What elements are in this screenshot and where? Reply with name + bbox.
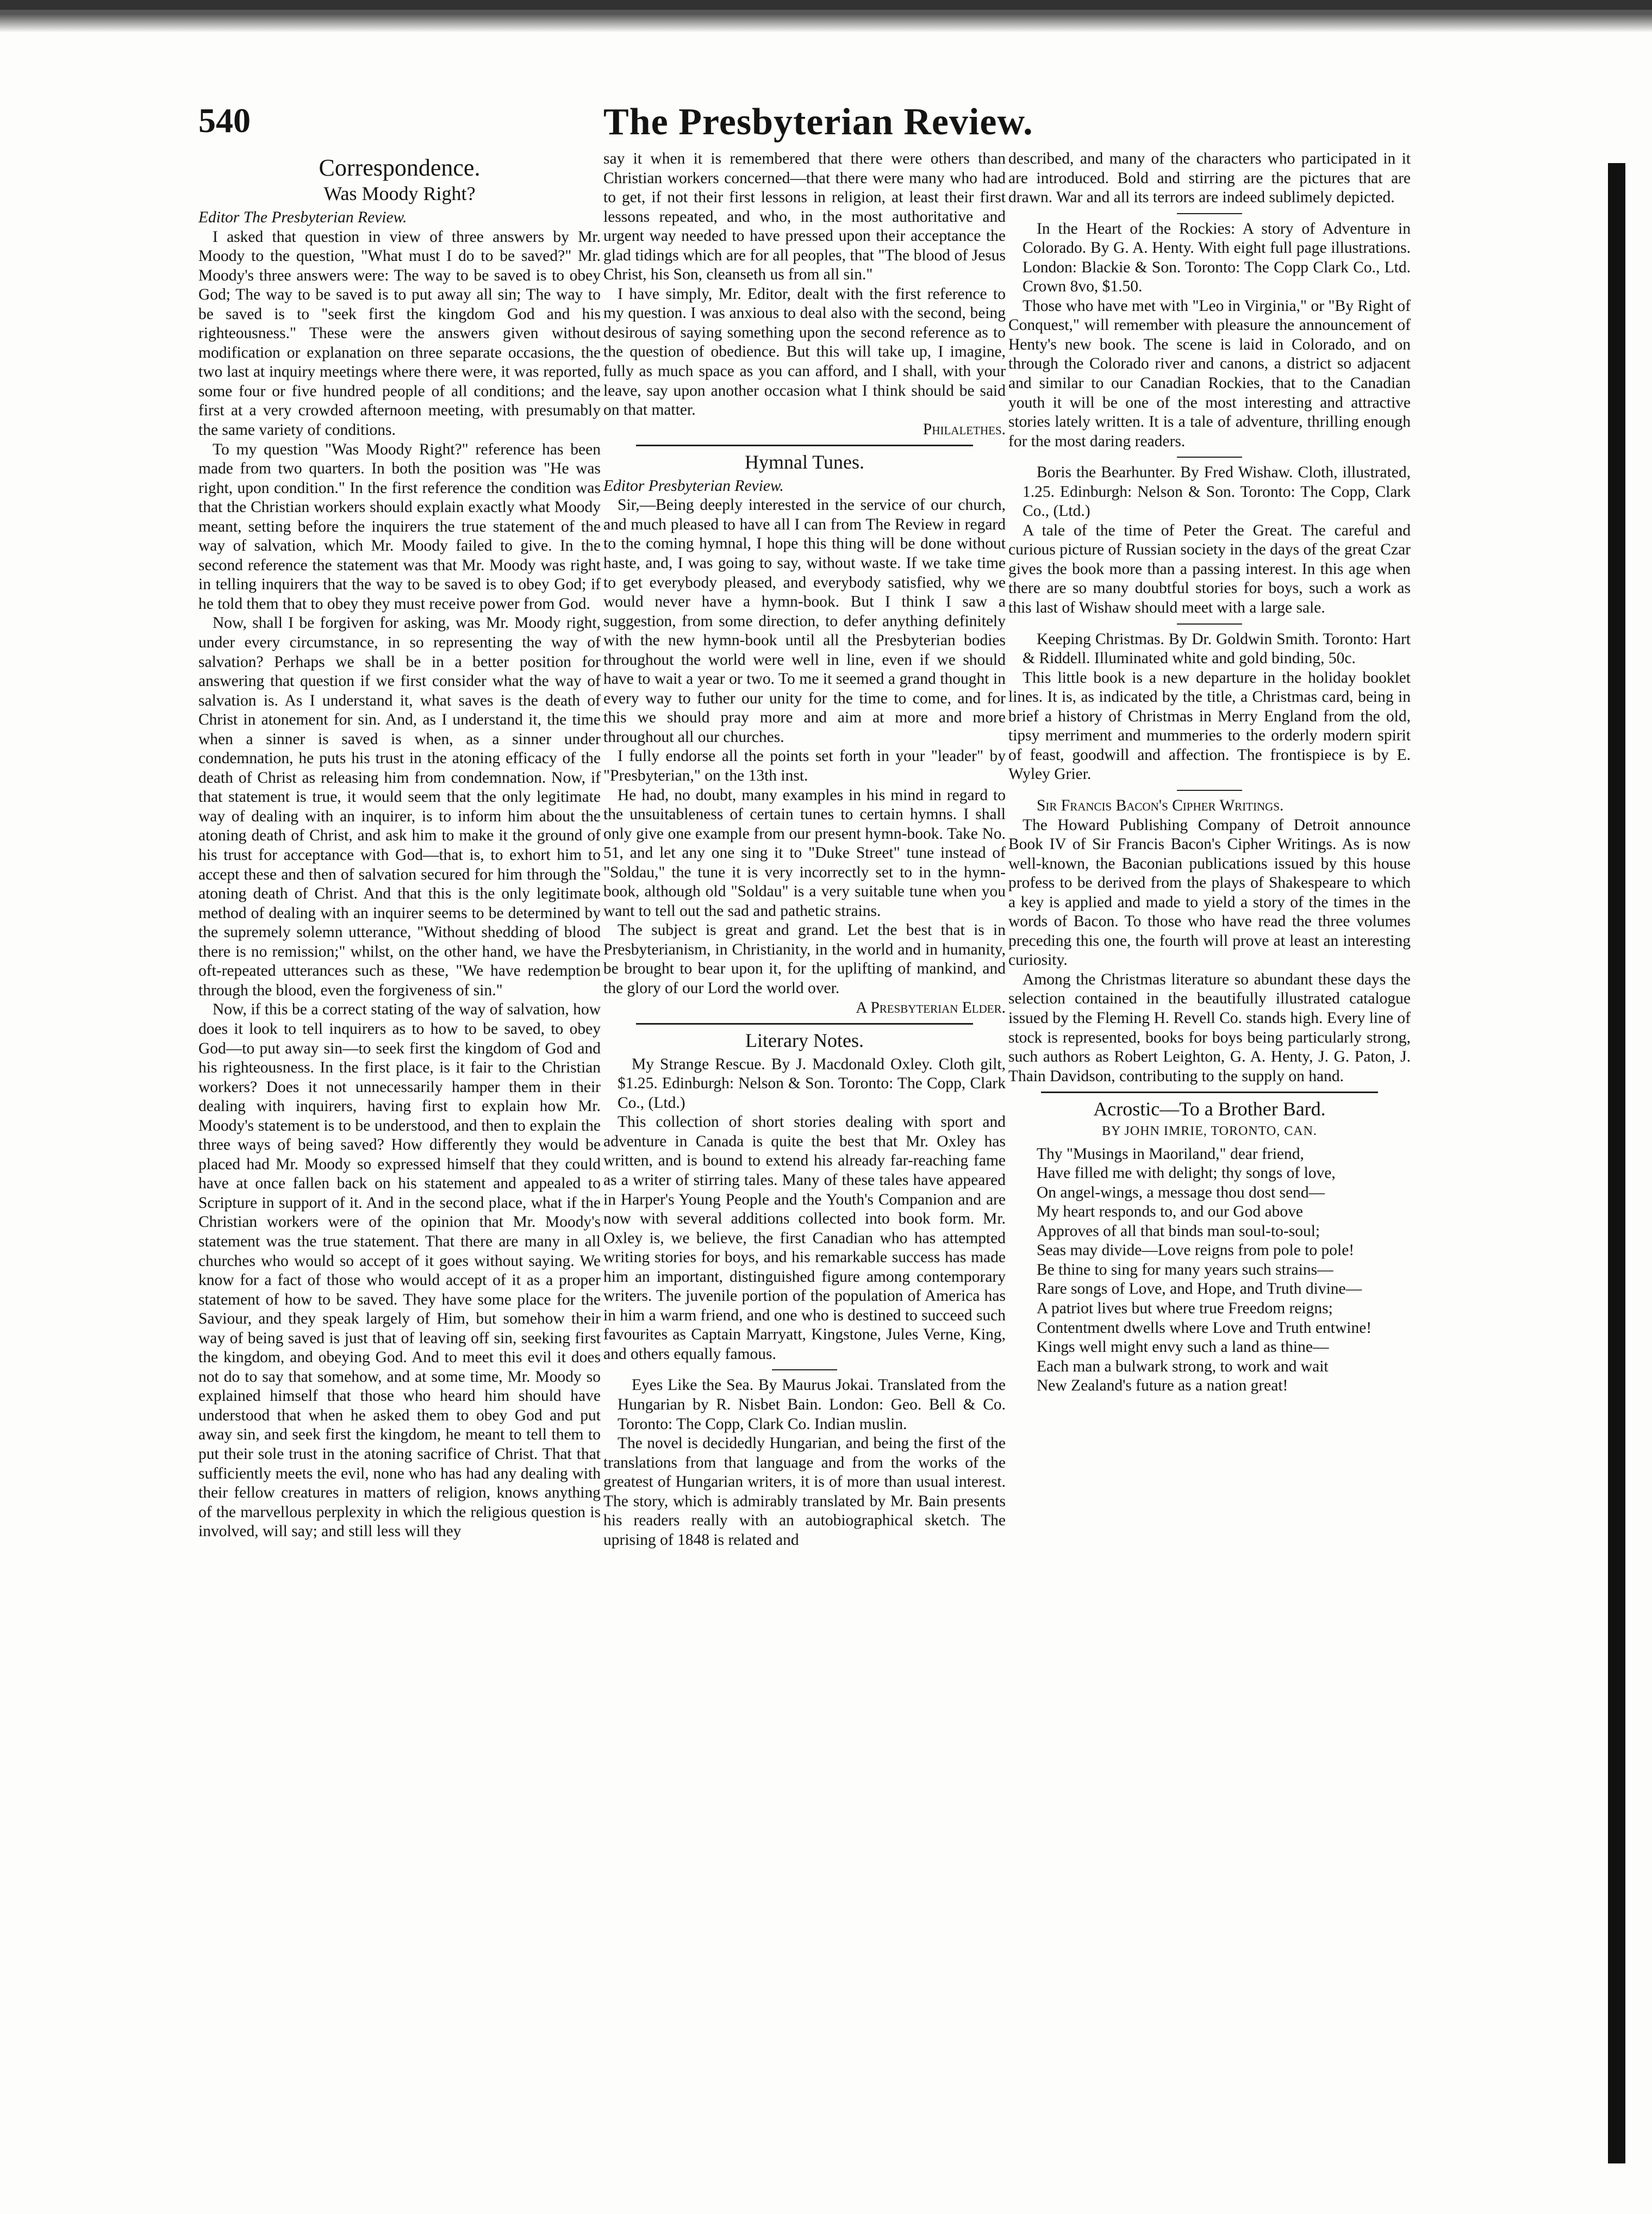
page-header: [185, 95, 1435, 149]
divider: [1177, 213, 1242, 214]
book-entry: In the Heart of the Rockies: A story of Adventure in Colorado. By G. A. Henty. With eight full page illustrations. London: Blackie & Son. Toronto: The Copp Clark Co., Ltd. Crown 8vo, $1.50.: [1023, 220, 1411, 296]
paragraph: Among the Christmas literature so abundant these days the selection contained in the beautifully illustrated catalogue issued by the Fleming H. Revell Co. stands high. Every line of stock is represented, books for boys being particularly strong, such authors as Robert Leighton, G. A. Henty, J. G. Paton, J. Thain Davidson, contributing to the supply on hand.: [1008, 970, 1411, 1085]
scan-edge-right: [1608, 163, 1625, 2163]
poem-line: Approves of all that binds man soul-to-soul;: [1037, 1222, 1320, 1240]
poem-line: Each man a bulwark strong, to work and wait: [1037, 1357, 1329, 1375]
editor-line: Editor Presbyterian Review.: [603, 477, 784, 495]
paragraph: I fully endorse all the points set forth in your "leader" by "Presbyterian," on the 13th inst.: [603, 747, 1006, 784]
poem: [1008, 1145, 1411, 1396]
column-1: [198, 149, 601, 1542]
poem-byline: BY JOHN IMRIE, TORONTO, CAN.: [1102, 1124, 1317, 1138]
poem-line: Kings well might envy such a land as thine—: [1037, 1338, 1329, 1356]
divider: [772, 1369, 837, 1370]
page-number: 540: [198, 101, 251, 140]
signature-philalethes: Philalethes.: [922, 420, 1006, 438]
article-title-moody: Was Moody Right?: [323, 183, 476, 205]
section-divider: [636, 1023, 973, 1025]
paragraph: This collection of short stories dealing with sport and adventure in Canada is quite the best that Mr. Oxley has written, and is bound to extend his already far-reaching fame as a writer of stirring tales. Many of these tales have appeared in Harper's Young People and the Youth's Companion and are now with several additions collected into book form. Mr. Oxley is, we believe, the first Canadian who has attempted writing stories for boys, and his remarkable success has made him an important, distinguished figure among contemporary writers. The juvenile portion of the population of America has in him a warm friend, and one who is destined to succeed such favourites as Captain Marryatt, Kingstone, Jules Verne, King, and others equally famous.: [603, 1113, 1006, 1363]
divider: [1177, 623, 1242, 625]
paragraph: The Howard Publishing Company of Detroit announce Book IV of Sir Francis Bacon's Cipher Writings. As is now well-known, the Baconian publications issued by this house profess to be derived from the plays of Shakespeare to which a key is applied and made to yield a story of the times in the words of Bacon. To those who have read the three volumes preceding this one, the fourth will prove at least an interesting curiosity.: [1008, 816, 1411, 969]
poem-line: Rare songs of Love, and Hope, and Truth divine—: [1037, 1280, 1362, 1298]
section-divider: [636, 445, 973, 446]
paragraph: I have simply, Mr. Editor, dealt with the first reference to my question. I was anxious to deal also with the second, being desirous of saying something upon the second reference as to the question of obedience. But this will take up, I imagine, fully as much space as you can afford, and I shall, with your leave, say upon another occasion what I think should be said on that matter.: [603, 285, 1006, 419]
paragraph: The novel is decidedly Hungarian, and being the first of the translations from that language and from the works of the greatest of Hungarian writers, it is of more than usual interest. The story, which is admirably translated by Mr. Bain presents his readers really with an autobiographical sketch. The uprising of 1848 is related and: [603, 1435, 1006, 1549]
paragraph: A tale of the time of Peter the Great. The careful and curious picture of Russian society in the days of the great Czar gives the book more than a passing interest. In this age when there are so many doubtful stories for boys, such a work as this last of Wishaw should meet with a large sale.: [1008, 521, 1411, 617]
poem-line: Be thine to sing for many years such strains—: [1037, 1261, 1333, 1278]
book-entry: My Strange Rescue. By J. Macdonald Oxley. Cloth gilt, $1.25. Edinburgh: Nelson & Son. Toronto: The Copp, Clark Co., (Ltd.): [618, 1055, 1006, 1112]
poem-line: Seas may divide—Love reigns from pole to pole!: [1037, 1242, 1355, 1259]
signature-elder: A Presbyterian Elder.: [856, 999, 1006, 1016]
section-divider: [1041, 1092, 1378, 1093]
book-entry: Keeping Christmas. By Dr. Goldwin Smith. Toronto: Hart & Riddell. Illuminated white and gold binding, 50c.: [1023, 630, 1411, 668]
poem-title: Acrostic—To a Brother Bard.: [1093, 1098, 1326, 1120]
scan-edge-top: [0, 0, 1652, 43]
hymnal-tunes-heading: Hymnal Tunes.: [744, 451, 865, 473]
book-entry: Eyes Like the Sea. By Maurus Jokai. Translated from the Hungarian by R. Nisbet Bain. London: Geo. Bell & Co. Toronto: The Copp, Clark Co. Indian muslin.: [618, 1376, 1006, 1433]
paragraph: This little book is a new departure in the holiday booklet lines. It is, as indicated by the title, a Christmas card, being in brief a history of Christmas in Merry England from the old, tipsy merriment and mummeries to the orderly modern spirit of feast, goodwill and affection. The frontispiece is by E. Wyley Grier.: [1008, 669, 1411, 783]
paragraph: The subject is great and grand. Let the best that is in Presbyterianism, in Christianity, in the world and in humanity, be brought to bear upon it, for the uplifting of mankind, and the glory of our Lord the world over.: [603, 921, 1006, 997]
poem-line: New Zealand's future as a nation great!: [1037, 1377, 1288, 1395]
paragraph: described, and many of the characters who participated in it are introduced. Bold and stirring are the pictures that are drawn. War and all its terrors are indeed sublimely depicted.: [1008, 150, 1411, 207]
paragraph: Those who have met with "Leo in Virginia," or "By Right of Conquest," will remember with pleasure the announcement of Henty's new book. The scene is laid in Colorado, and on through the Colorado river and canons, a district so adjacent and similar to our Canadian Rockies, that to the Canadian youth it will be one of the most interesting and attractive stories lately written. It is a tale of adventure, thrilling enough for the most daring readers.: [1008, 297, 1411, 450]
editor-line: Editor The Presbyterian Review.: [198, 208, 407, 226]
poem-line: Have filled me with delight; thy songs of love,: [1037, 1164, 1336, 1182]
divider: [1177, 790, 1242, 791]
poem-line: Thy "Musings in Maoriland," dear friend,: [1037, 1145, 1304, 1163]
book-entry: Sir Francis Bacon's Cipher Writings.: [1037, 796, 1284, 814]
paragraph: say it when it is remembered that there were others than Christian workers concerned—that there were many who had to get, if not their first lessons in religion, at least their first lessons repeated, and who, in the most authoritative and urgent way needed to have pressed upon their acceptance the glad tidings which are for all peoples, that "The blood of Jesus Christ, his Son, cleanseth us from all sin.": [603, 150, 1006, 284]
book-entry: Boris the Bearhunter. By Fred Wishaw. Cloth, illustrated, 1.25. Edinburgh: Nelson & Son. Toronto: The Copp, Clark Co., (Ltd.): [1023, 464, 1411, 520]
poem-line: On angel-wings, a message thou dost send—: [1037, 1183, 1325, 1201]
paragraph: I asked that question in view of three answers by Mr. Moody to the question, "What must I do to be saved?" Mr. Moody's three answers were: The way to be saved is to obey God; The way to be saved is to put away all sin; The way to be saved is to "seek first the kingdom God and his righteousness." These were the answers given without modification or explanation on three separate occasions, the two last at inquiry meetings where there were, it was reported, some four or five hundred people of all conditions; and the first at a very crowded afternoon meeting, with presumably the same variety of conditions.: [198, 228, 601, 439]
poem-line: My heart responds to, and our God above: [1037, 1203, 1303, 1221]
literary-notes-heading: Literary Notes.: [745, 1030, 864, 1052]
correspondence-heading: Correspondence.: [319, 154, 481, 181]
poem-line: Contentment dwells where Love and Truth entwine!: [1037, 1319, 1372, 1337]
paragraph: He had, no doubt, many examples in his mind in regard to the unsuitableness of certain tunes to certain hymns. I shall only give one example from our present hymn-book. Take No. 51, and let any one sing it to "Duke Street" tune instead of "Soldau," the tune it is very incorrectly set to in the hymn-book, although old "Soldau" is a very suitable tune when you want to tell out the sad and pathetic strains.: [603, 786, 1006, 920]
paragraph: Now, if this be a correct stating of the way of salvation, how does it look to tell inquirers as to how to be saved, to obey God—to put away sin—to seek first the kingdom of God and his righteousness. In the first place, is it fair to the Christian workers? Does it not unnecessarily hamper them in their dealing with inquirers, having first to explain how Mr. Moody's statement is to be understood, and then to explain the three ways of being saved? How differently they would be placed had Mr. Moody so expressed himself that they could have at once fallen back on his statement and appealed to Scripture in support of it. And in the second place, what if the Christian workers were of the opinion that Mr. Moody's statement was the true statement. That there are many in all churches who would so accept of it goes without saying. We know for a fact of those who would accept of it as a proper statement of how to be saved. They have some place for the Saviour, and they speak largely of Him, but somehow their way of being saved is just that of leaving off sin, seeking first the kingdom, and obeying God. And to meet this evil it does not do to say that somehow, and at some time, Mr. Moody so explained himself that those who heard him should have understood that when he asked them to obey God and put away sin, and seek first the kingdom, he meant to tell them to put their sole trust in the atoning sacrifice of Christ. That that sufficiently meets the evil, none who has had any dealing with their fellow creatures in matters of religion, knows anything of the marvellous perplexity in which the religious question is involved, will say; and still less will they: [198, 1001, 601, 1541]
paragraph: Now, shall I be forgiven for asking, was Mr. Moody right, under every circumstance, in so representing the way of salvation? Perhaps we shall be in a better position for answering that question if we first consider what the way of salvation is. As I understand it, what saves is the death of Christ in atonement for sin. And, as I understand it, the time when a sinner is saved is when, as a sinner under condemnation, he puts his trust in the atoning efficacy of the death of Christ as releasing him from condemnation. Now, if that statement is true, it would seem that the only legitimate way of dealing with an inquirer, is to inform him about the atoning death of Christ, and ask him to make it the ground of his trust for acceptance with God—that is, to exhort him to accept these and then of salvation secured for him through the atoning death of Christ. And that this is the only legitimate method of dealing with an inquirer seems to be determined by the supremely solemn utterance, "Without shedding of blood there is no remission;" whilst, on the other hand, we have the oft-repeated utterances such as these, "We have redemption through the blood, even the forgiveness of sin.": [198, 614, 601, 999]
column-3: [1008, 149, 1411, 1396]
paragraph: Sir,—Being deeply interested in the service of our church, and much pleased to have all I can from The Review in regard to the coming hymnal, I hope this thing will be done without haste, and, I was going to say, without waste. If we take time to get everybody pleased, and everybody satisfied, why we would never have a hymn-book. But I think I saw a suggestion, from some direction, to defer anything definitely with the new hymn-book until all the Presbyterian bodies throughout the world were well in line, even if we should have to wait a year or two. To me it seemed a grand thought in every way to futher our unity for the time to come, and for this we should pray more and aim at more and more throughout all our churches.: [603, 496, 1006, 746]
paragraph: To my question "Was Moody Right?" reference has been made from two quarters. In both the position was "He was right, upon condition." In the first reference the condition was that the Christian workers should explain exactly what Moody meant, setting before the inquirers the true statement of the way of salvation, which Mr. Moody failed to give. In the second reference the statement was that Mr. Moody was right in telling inquirers that the way to be saved is to obey God; if he told them that to obey they must receive power from God.: [198, 440, 601, 613]
masthead-title: The Presbyterian Review.: [603, 101, 1033, 143]
divider: [1177, 457, 1242, 458]
column-2: [603, 149, 1006, 1550]
poem-line: A patriot lives but where true Freedom reigns;: [1037, 1300, 1333, 1318]
